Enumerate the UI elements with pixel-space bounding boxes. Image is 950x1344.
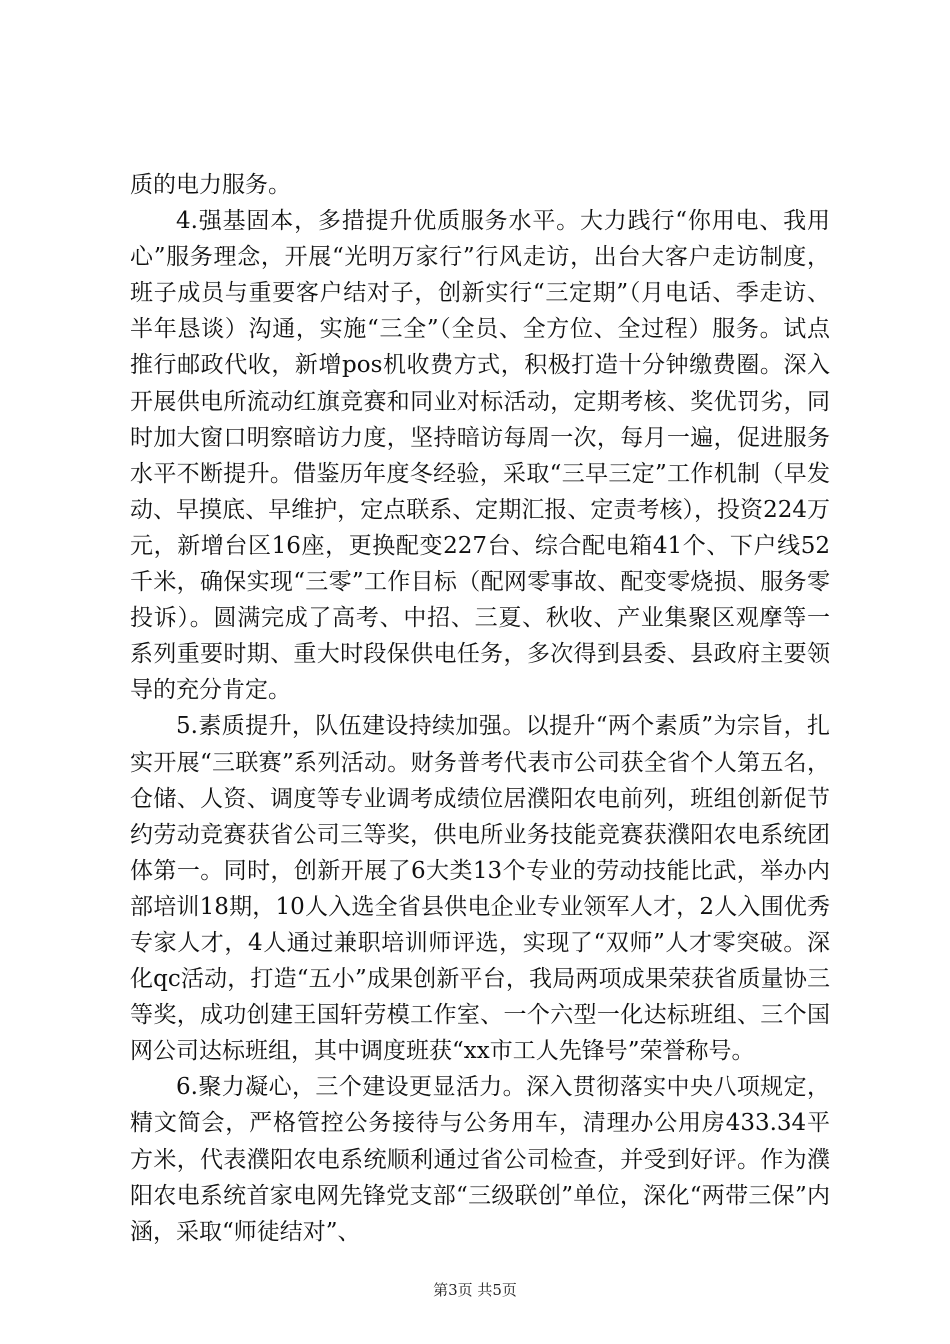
document-body <box>130 167 830 1250</box>
paragraph-item-5: 5.素质提升，队伍建设持续加强。以提升“两个素质”为宗旨，扎实开展“三联赛”系列活动。财务普考代表市公司获全省个人第五名，仓储、人资、调度等专业调考成绩位居濮阳农电前列，班组创新促节约劳动竞赛获省公司三等奖，供电所业务技能竞赛获濮阳农电系统团体第一。同时，创新开展了6大类13个专业的劳动技能比武，举办内部培训18期，10人入选全省县供电企业专业领军人才，2人入围优秀专家人才，4人通过兼职培训师评选，实现了“双师”人才零突破。深化qc活动，打造“五小”成果创新平台，我局两项成果荣获省质量协三等奖，成功创建王国轩劳模工作室、一个六型一化达标班组、三个国网公司达标班组，其中调度班获“xx市工人先锋号”荣誉称号。 <box>130 713 830 1065</box>
paragraph-continuation: 质的电力服务。 <box>130 172 291 198</box>
paragraph-item-6: 6.聚力凝心，三个建设更显活力。深入贯彻落实中央八项规定，精文简会，严格管控公务接待与公务用车，清理办公用房433.34平方米，代表濮阳农电系统顺利通过省公司检查，并受到好评。作为濮阳农电系统首家电网先锋党支部“三级联创”单位，深化“两带三保”内涵，采取“师徒结对”、 <box>130 1074 830 1245</box>
page-number-footer: 第3页 共5页 <box>433 1281 517 1299</box>
paragraph-item-4: 4.强基固本，多措提升优质服务水平。大力践行“你用电、我用心”服务理念，开展“光明万家行”行风走访，出台大客户走访制度，班子成员与重要客户结对子，创新实行“三定期”（月电话、季走访、半年恳谈）沟通，实施“三全”（全员、全方位、全过程）服务。试点推行邮政代收，新增pos机收费方式，积极打造十分钟缴费圈。深入开展供电所流动红旗竞赛和同业对标活动，定期考核、奖优罚劣，同时加大窗口明察暗访力度，坚持暗访每周一次，每月一遍，促进服务水平不断提升。借鉴历年度冬经验，采取“三早三定”工作机制（早发动、早摸底、早维护，定点联系、定期汇报、定责考核），投资224万元，新增台区16座，更换配变227台、综合配电箱41个、下户线52千米，确保实现“三零”工作目标（配网零事故、配变零烧损、服务零投诉）。圆满完成了高考、中招、三夏、秋收、产业集聚区观摩等一系列重要时期、重大时段保供电任务，多次得到县委、县政府主要领导的充分肯定。 <box>130 208 830 704</box>
